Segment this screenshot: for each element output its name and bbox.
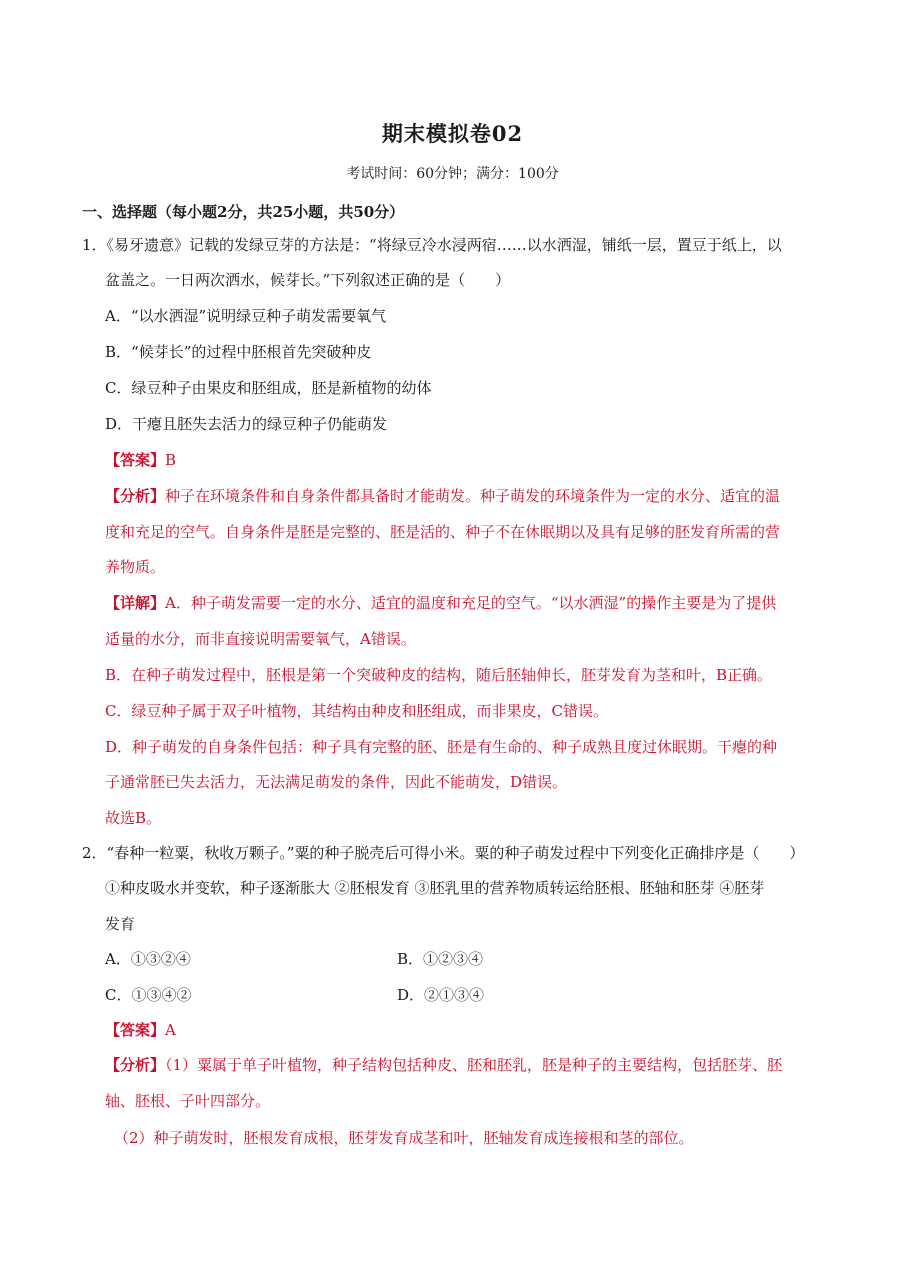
q1-stem-line-2: 盆盖之。一日两次洒水，候芽长。”下列叙述正确的是（ ） xyxy=(105,271,511,289)
analysis-tag: 【分析】 xyxy=(105,1056,166,1074)
analysis-text: （1）粟属于单子叶植物，种子结构包括种皮、胚和胚乳，胚是种子的主要结构，包括胚芽、胚 xyxy=(165,1056,783,1074)
q2-analysis-line-2: 轴、胚根、子叶四部分。 xyxy=(105,1092,271,1110)
detail-text: A．种子萌发需要一定的水分、适宜的温度和充足的空气。“以水洒湿”的操作主要是为了提供 xyxy=(165,594,777,612)
q1-detail-b: B．在种子萌发过程中，胚根是第一个突破种皮的结构，随后胚轴伸长，胚芽发育为茎和叶，B正确。 xyxy=(105,666,773,684)
analysis-tag: 【分析】 xyxy=(105,487,166,505)
section-heading: 一、选择题（每小题2分，共25小题，共50分） xyxy=(82,203,405,221)
q1-option-a: A．“以水洒湿”说明绿豆种子萌发需要氧气 xyxy=(105,307,387,325)
q1-stem-line-1: 1．《易牙遗意》记载的发绿豆芽的方法是：“将绿豆冷水浸两宿……以水洒湿，铺纸一层，置豆于纸上，以 xyxy=(82,236,782,254)
q2-analysis-line-3: （2）种子萌发时，胚根发育成根，胚芽发育成茎和叶，胚轴发育成连接根和茎的部位。 xyxy=(114,1129,694,1147)
q1-option-b: B．“候芽长”的过程中胚根首先突破种皮 xyxy=(105,343,372,361)
detail-tag: 【详解】 xyxy=(105,594,166,612)
page-title: 期末模拟卷02 xyxy=(381,121,524,146)
q1-detail-d-line-2: 子通常胚已失去活力，无法满足萌发的条件，因此不能萌发，D错误。 xyxy=(105,773,568,791)
q2-option-c: C．①③④② xyxy=(105,986,192,1004)
q1-detail-line-2: 适量的水分，而非直接说明需要氧气，A错误。 xyxy=(105,630,416,648)
q2-items-line-2: 发育 xyxy=(105,915,136,933)
q2-answer xyxy=(105,1019,176,1041)
q2-option-b: B．①②③④ xyxy=(397,950,484,968)
q1-detail-c: C．绿豆种子属于双子叶植物，其结构由种皮和胚组成，而非果皮，C错误。 xyxy=(105,702,608,720)
q2-option-d: D．②①③④ xyxy=(397,986,485,1004)
q2-option-a: A．①③②④ xyxy=(105,950,191,968)
q1-detail-line-1 xyxy=(105,592,776,614)
q1-option-d: D．干瘪且胚失去活力的绿豆种子仍能萌发 xyxy=(105,415,388,433)
q1-answer xyxy=(105,449,176,471)
q1-option-c: C．绿豆种子由果皮和胚组成，胚是新植物的幼体 xyxy=(105,379,432,397)
answer-tag: 【答案】 xyxy=(105,451,166,469)
exam-info: 考试时间：60分钟；满分：100分 xyxy=(346,166,559,182)
q1-analysis-line-2: 度和充足的空气。自身条件是胚是完整的、胚是活的、种子不在休眠期以及具有足够的胚发育所需的营 xyxy=(105,523,781,541)
analysis-text: 种子在环境条件和自身条件都具备时才能萌发。种子萌发的环境条件为一定的水分、适宜的温 xyxy=(165,487,781,505)
q1-analysis-line-1 xyxy=(105,485,780,507)
answer-value: A xyxy=(165,1021,176,1039)
q2-analysis-line-1 xyxy=(105,1054,782,1076)
q1-analysis-line-3: 养物质。 xyxy=(105,558,166,576)
answer-tag: 【答案】 xyxy=(105,1021,166,1039)
q1-conclusion: 故选B。 xyxy=(105,809,162,827)
q2-items-line-1: ①种皮吸水并变软，种子逐渐胀大 ②胚根发育 ③胚乳里的营养物质转运给胚根、胚轴和胚芽 ④胚芽 xyxy=(105,879,765,897)
q1-detail-d-line-1: D．种子萌发的自身条件包括：种子具有完整的胚、胚是有生命的、种子成熟且度过休眠期。干瘪的种 xyxy=(105,738,778,756)
answer-value: B xyxy=(165,451,177,469)
q2-stem: 2．“春种一粒粟，秋收万颗子。”粟的种子脱壳后可得小米。粟的种子萌发过程中下列变化正确排序是（ ） xyxy=(82,844,805,862)
